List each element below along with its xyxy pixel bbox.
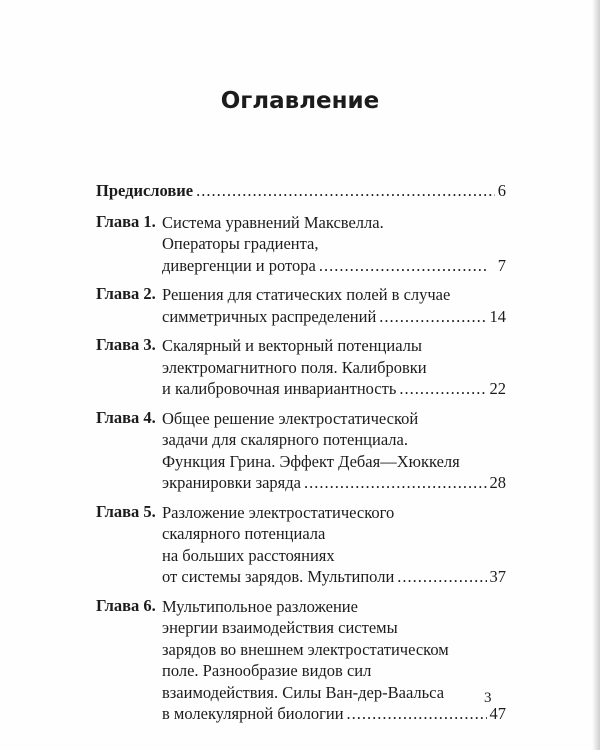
chapter-page-number: 28 — [489, 473, 506, 492]
toc-entry-chapter-4[interactable] — [96, 408, 506, 494]
preface-title: Предисловие — [96, 181, 194, 200]
chapter-title-text: симметричных распределений — [162, 306, 377, 326]
chapter-page-number: 14 — [489, 306, 506, 326]
chapter-title-line — [162, 566, 506, 588]
chapter-title-line: Мультипольное разложение — [162, 596, 358, 616]
chapter-title-text: дивергенции и ротора — [162, 255, 316, 275]
chapter-title-line — [162, 378, 506, 400]
chapter-title-line — [162, 472, 506, 494]
toc-entry-chapter-6[interactable] — [96, 596, 506, 725]
toc-entry-chapter-5[interactable] — [96, 502, 506, 588]
chapter-label: Глава 2. — [96, 284, 156, 303]
chapter-label: Глава 3. — [96, 335, 156, 354]
chapter-title — [162, 408, 506, 494]
table-of-contents — [96, 180, 506, 733]
chapter-title-line: Разложение электростатического — [162, 502, 395, 522]
chapter-title-line — [162, 255, 506, 277]
chapter-title-line: электромагнитного поля. Калибровки — [162, 357, 427, 377]
toc-entry-chapter-3[interactable] — [96, 335, 506, 400]
chapter-title-line: поле. Разнообразие видов сил — [162, 661, 372, 680]
chapter-title-text: от системы зарядов. Мультиполи — [162, 567, 395, 586]
dot-leader — [379, 306, 486, 328]
chapter-title — [162, 502, 506, 588]
chapter-title-line: Функция Грина. Эффект Дебая—Хюккеля — [162, 451, 460, 471]
chapter-page-number: 47 — [489, 704, 506, 723]
dot-leader — [347, 703, 487, 725]
chapter-page-number: 22 — [489, 379, 506, 398]
toc-entry-chapter-1[interactable] — [96, 212, 506, 277]
dot-leader — [304, 472, 487, 494]
chapter-title-line: Операторы градиента, — [162, 234, 319, 253]
chapter-title-line: энергии взаимодействия системы — [162, 618, 398, 637]
chapter-title-line — [162, 306, 506, 328]
chapter-title-text: и калибровочная инвариантность — [162, 379, 397, 398]
chapter-title-text: в молекулярной биологии — [162, 704, 344, 723]
chapter-title-line: Решения для статических полей в случае — [162, 285, 451, 304]
chapter-label: Глава 1. — [96, 211, 156, 231]
chapter-title-line: скалярного потенциала — [162, 524, 326, 543]
toc-entry-chapter-2[interactable] — [96, 284, 506, 327]
chapter-title — [162, 212, 506, 277]
chapter-title-line: Система уравнений Максвелла. — [162, 212, 384, 232]
chapter-label: Глава 6. — [96, 595, 156, 615]
chapter-title-line: взаимодействия. Силы Ван-дер-Ваальса — [162, 682, 445, 702]
dot-leader — [397, 566, 486, 588]
dot-leader — [399, 378, 486, 400]
toc-entry-preface[interactable] — [96, 180, 506, 202]
chapter-title-line: на больших расстояниях — [162, 545, 335, 565]
chapter-page-number: 7 — [497, 255, 506, 275]
chapter-title-line: Скалярный и векторный потенциалы — [162, 336, 422, 355]
dot-leader — [196, 180, 495, 202]
chapter-label: Глава 5. — [96, 501, 156, 521]
dot-leader — [319, 255, 487, 277]
chapter-title — [162, 335, 506, 400]
chapter-title-line — [162, 703, 506, 725]
page-number: 3 — [484, 690, 492, 706]
page-title: Оглавление — [220, 88, 380, 114]
chapter-title-line: задачи для скалярного потенциала. — [162, 430, 408, 449]
chapter-label: Глава 4. — [96, 407, 156, 427]
chapter-title — [162, 284, 506, 327]
preface-page-number: 6 — [497, 181, 506, 200]
chapter-title — [162, 596, 506, 725]
chapter-page-number: 37 — [489, 567, 506, 586]
chapter-title-text: экранировки заряда — [162, 473, 301, 492]
chapter-title-line: Общее решение электростатической — [162, 408, 419, 428]
chapter-title-line: зарядов во внешнем электростатическом — [162, 639, 449, 659]
